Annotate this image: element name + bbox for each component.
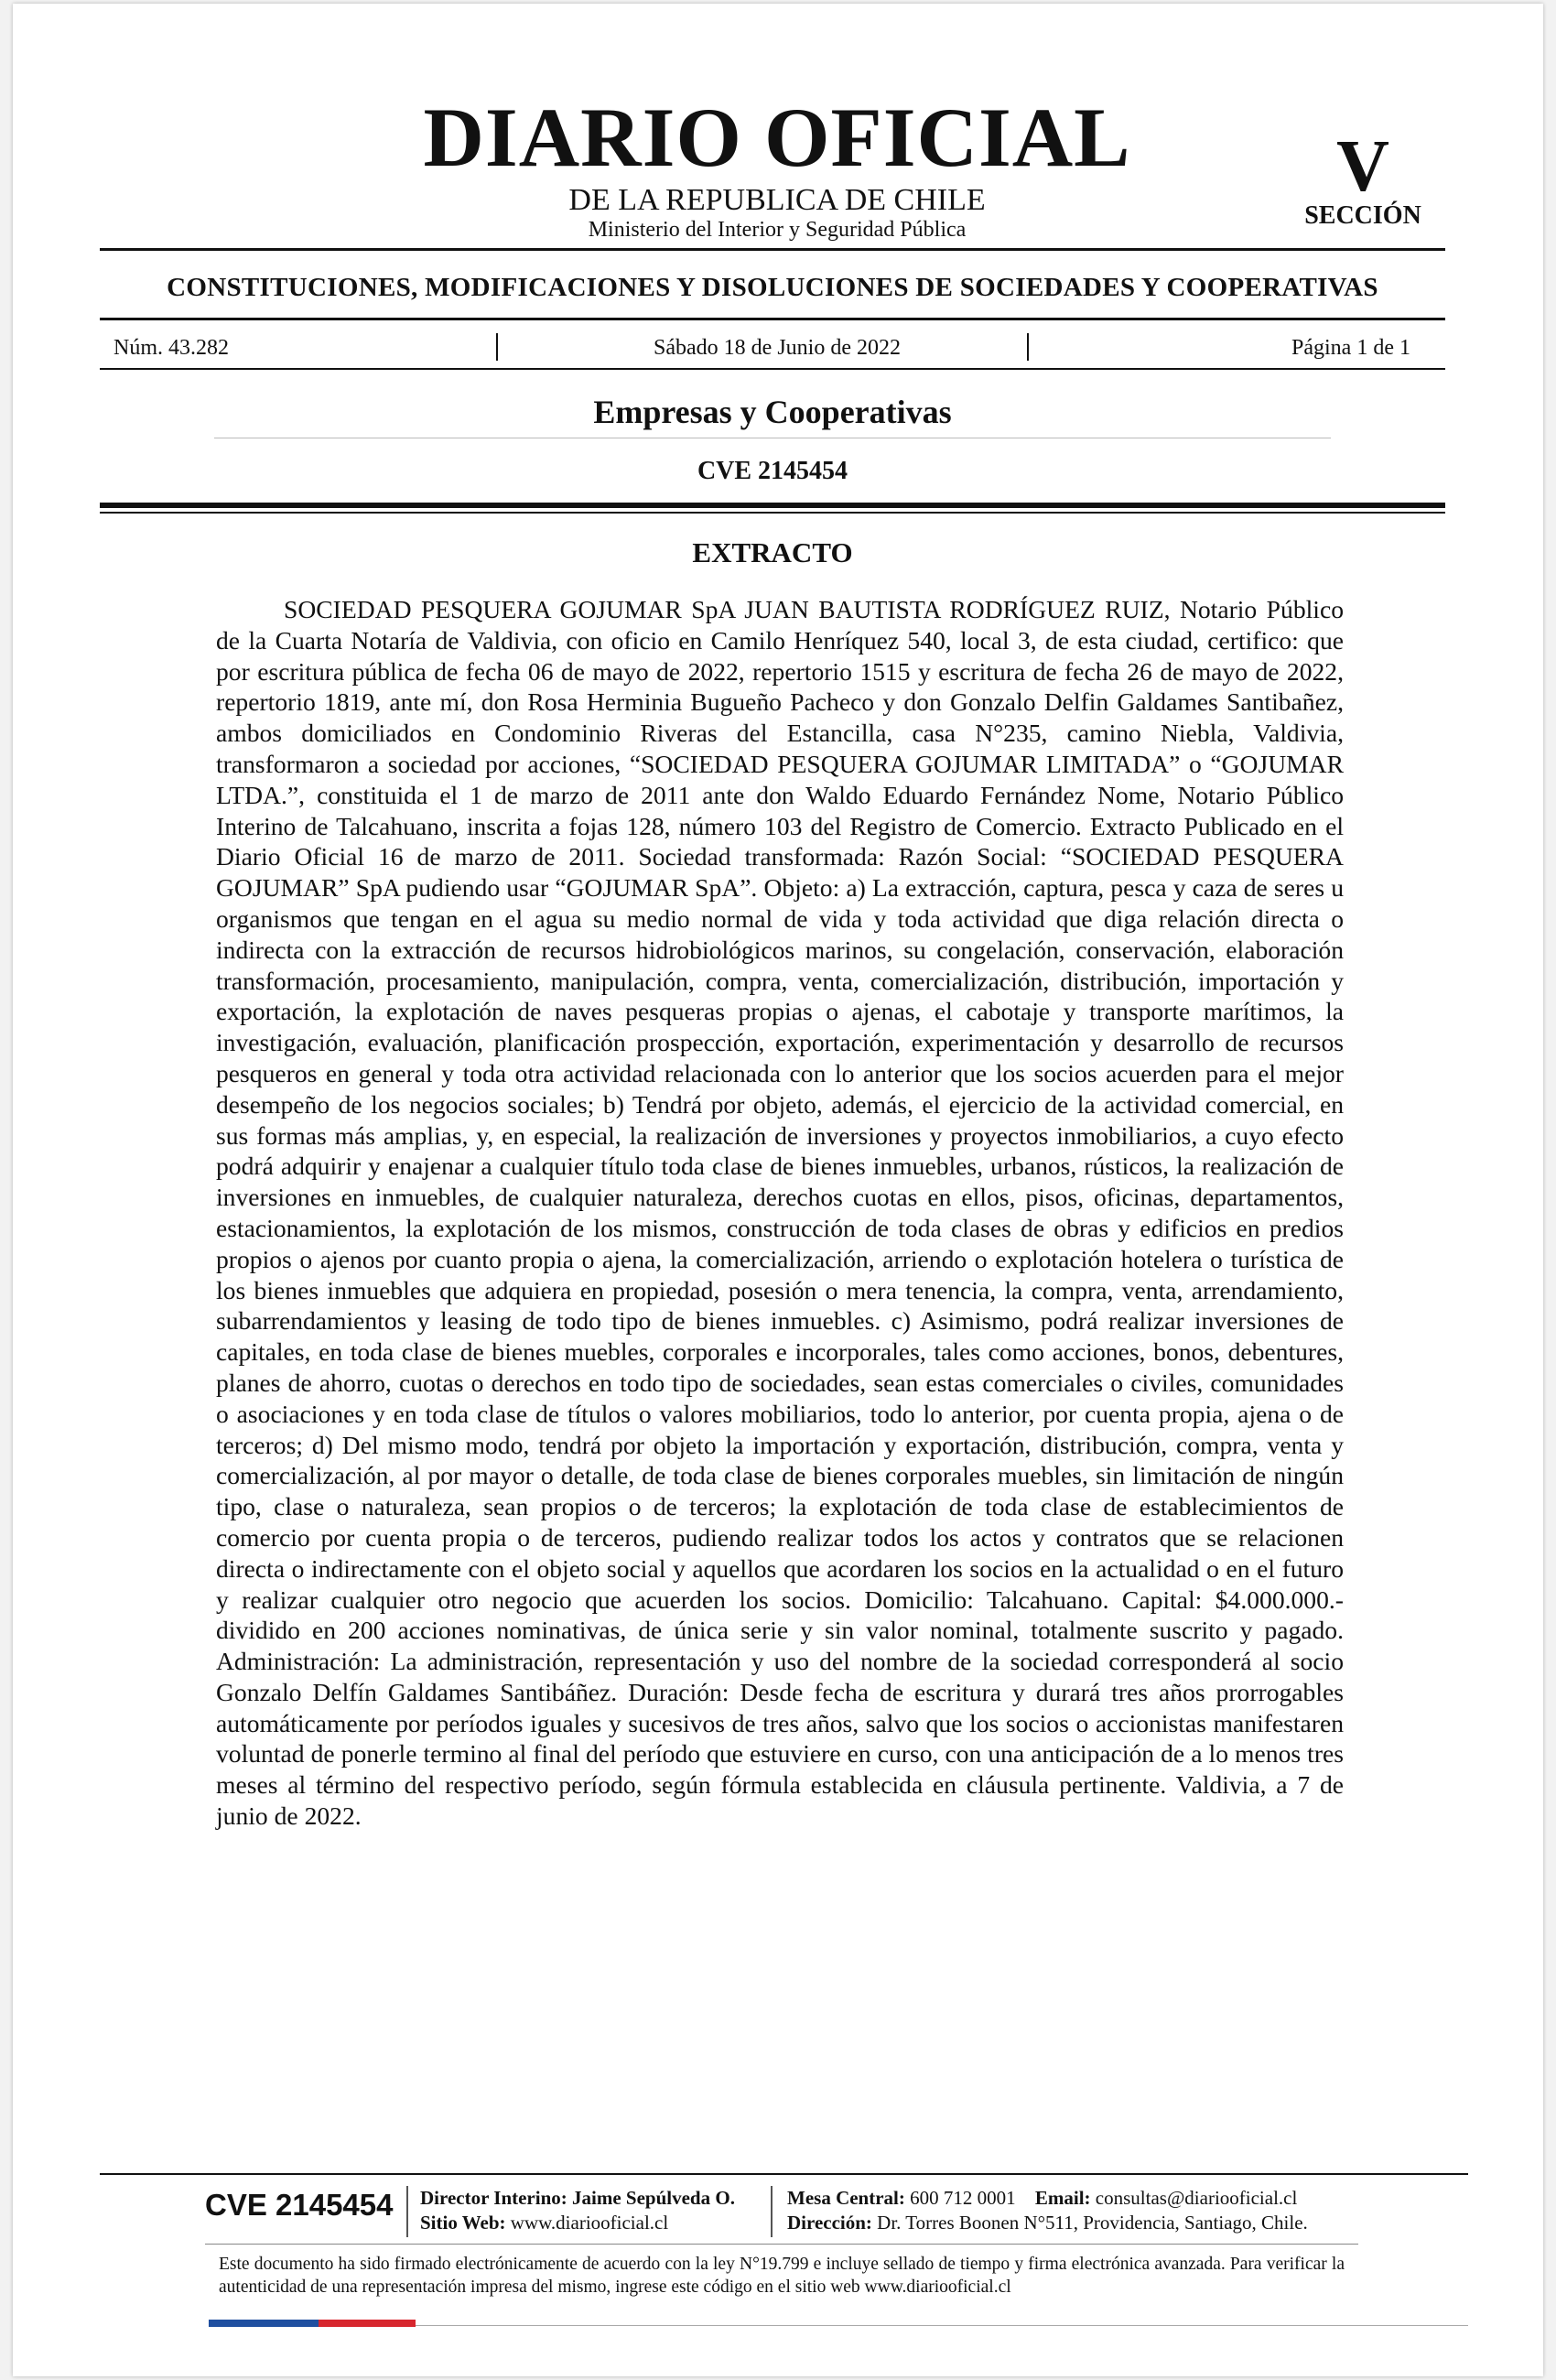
flag-stripe-blue [209,2320,319,2327]
footer-legal-note: Este documento ha sido firmado electrónicamente de acuerdo con la ley N°19.799 e incluye sellado de tiempo y firma electrónica avanzada. Para verificar la autenticidad de una representación impresa del mismo, ingrese este código en el sitio web www.diariooficial.cl [219,2255,1345,2297]
footer-address: Dr. Torres Boonen N°511, Providencia, Santiago, Chile. [877,2212,1308,2234]
cve-code: CVE 2145454 [697,457,848,485]
footer-phone: 600 712 0001 [910,2187,1016,2209]
footer-website-label: Sitio Web: [420,2212,506,2234]
masthead-subtitle: DE LA REPUBLICA DE CHILE [568,183,986,217]
flag-stripe-red [319,2320,416,2327]
footer-director-line [420,2186,735,2211]
issue-number: Núm. 43.282 [113,336,229,360]
footer-rule-middle [205,2244,1358,2245]
footer-director-label: Director Interino: [420,2187,567,2209]
footer-rule-top [100,2173,1468,2175]
footer-director-block [420,2186,735,2235]
section-letter: V [1336,126,1389,207]
body-rule-thick [100,503,1445,508]
category-heading: CONSTITUCIONES, MODIFICACIONES Y DISOLUCIONES DE SOCIEDADES Y COOPERATIVAS [167,273,1378,302]
issue-date: Sábado 18 de Junio de 2022 [654,336,901,360]
footer-phone-label: Mesa Central: [787,2187,905,2209]
footer-rule-bottom [416,2325,1468,2326]
header-rule-bottom [100,368,1445,370]
masthead-ministry: Ministerio del Interior y Seguridad Pública [588,218,967,242]
footer-divider-right [771,2186,773,2237]
info-separator-right [1027,333,1029,361]
masthead-title: DIARIO OFICIAL [423,91,1131,184]
document-heading: EXTRACTO [692,536,853,568]
footer-cve-code: CVE 2145454 [205,2188,394,2222]
header-rule-top [100,248,1445,251]
footer-website-link[interactable]: www.diariooficial.cl [510,2212,669,2234]
footer-website-line [420,2211,735,2235]
info-separator-left [496,333,498,361]
header-rule-middle [100,318,1445,320]
footer-contact-line [787,2186,1308,2211]
footer-divider-left [406,2186,408,2237]
footer-email-label: Email: [1034,2187,1091,2209]
document-page [13,4,1543,2376]
footer-contact-block [787,2186,1308,2235]
footer-address-line [787,2211,1308,2235]
document-body: SOCIEDAD PESQUERA GOJUMAR SpA JUAN BAUTISTA RODRÍGUEZ RUIZ, Notario Público de la Cuarta Notaría de Valdivia, con oficio en Camilo Henríquez 540, local 3, de esta ciudad, certifico: que por escritura pública de fecha 06 de mayo de 2022, repertorio 1515 y escritura de fecha 26 de mayo de 2022, repertorio 1819, ante mí, don Rosa Herminia Bugueño Pacheco y don Gonzalo Delfin Galdames Santibañez, ambos domiciliados en Condominio Riveras del Estancilla, casa N°235, camino Niebla, Valdivia, transformaron a sociedad por acciones, “SOCIEDAD PESQUERA GOJUMAR LIMITADA” o “GOJUMAR LTDA.”, constituida el 1 de marzo de 2011 ante don Waldo Eduardo Fernández Nome, Notario Público Interino de Talcahuano, inscrita a fojas 128, número 103 del Registro de Comercio. Extracto Publicado en el Diario Oficial 16 de marzo de 2011. Sociedad transformada: Razón Social: “SOCIEDAD PESQUERA GOJUMAR” SpA pudiendo usar “GOJUMAR SpA”. Objeto: a) La extracción, captura, pesca y caza de seres u organismos que tengan en el agua su medio normal de vida y toda actividad que diga relación directa o indirecta con la extracción de recursos hidrobiológicos marinos, su congelación, conservación, elaboración transformación, procesamiento, manipulación, compra, venta, comercialización, distribución, importación y exportación, la explotación de naves pesqueras propias o ajenas, el cabotaje y transporte marítimos, la investigación, evaluación, planificación prospección, exportación, experimentación y desarrollo de recursos pesqueros en general y toda otra actividad relacionada con lo anterior que los socios acuerden para el mejor desempeño de los negocios sociales; b) Tendrá por objeto, además, el ejercicio de la actividad comercial, en sus formas más amplias, y, en especial, la realización de inversiones y proyectos inmobiliarios, a cuyo efecto podrá adquirir y enajenar a cualquier título toda clase de bienes inmuebles, urbanos, rústicos, la realización de inversiones en inmuebles, de cualquier naturaleza, derechos cuotas en ellos, pisos, oficinas, departamentos, estacionamientos, la explotación de los mismos, construcción de toda clases de obras y edificios en predios propios o ajenos por cuanto propia o ajena, la comercialización, arriendo o explotación hotelera o turística de los bienes inmuebles que adquiera en propiedad, posesión o mera tenencia, la compra, venta, arrendamiento, subarrendamientos y leasing de todo tipo de bienes inmuebles. c) Asimismo, podrá realizar inversiones de capitales, en toda clase de bienes muebles, corporales e incorporales, tales como acciones, bonos, debentures, planes de ahorro, cuotas o derechos en todo tipo de sociedades, sean estas comerciales o civiles, comunidades o asociaciones y en toda clase de títulos o valores mobiliarios, todo lo anterior, por cuenta propia, ajena o de terceros; d) Del mismo modo, tendrá por objeto la importación y exportación, distribución, compra, venta y comercialización, al por mayor o detalle, de toda clase de bienes corporales muebles, sin limitación de ningún tipo, clase o naturaleza, sean propios o de terceros; la explotación de toda clase de establecimientos de comercio por cuenta propia o de terceros, pudiendo realizar todos los actos y contratos que se relacionen directa o indirectamente con el objeto social y aquellos que acordaren los socios en la actualidad o en el futuro y realizar cualquier otro negocio que acuerden los socios. Domicilio: Talcahuano. Capital: $4.000.000.- dividido en 200 acciones nominativas, de única serie y sin valor nominal, totalmente suscrito y pagado. Administración: La administración, representación y uso del nombre de la sociedad corresponderá al socio Gonzalo Delfín Galdames Santibáñez. Duración: Desde fecha de escritura y durará tres años prorrogables automáticamente por períodos iguales y sucesivos de tres años, salvo que los socios o accionistas manifestaren voluntad de ponerle termino al final del período que estuviere en curso, con una anticipación de a lo menos tres meses al término del respectivo período, según fórmula establecida en cláusula pertinente. Valdivia, a 7 de junio de 2022. [216,595,1344,1831]
footer-director-name: Jaime Sepúlveda O. [572,2187,735,2209]
section-word: SECCIÓN [1304,201,1421,230]
footer-email-link[interactable]: consultas@diariooficial.cl [1095,2187,1298,2209]
page-indicator: Página 1 de 1 [1291,336,1410,360]
section-title: Empresas y Cooperativas [593,394,952,430]
body-rule-thin [100,512,1445,514]
footer-address-label: Dirección: [787,2212,872,2234]
